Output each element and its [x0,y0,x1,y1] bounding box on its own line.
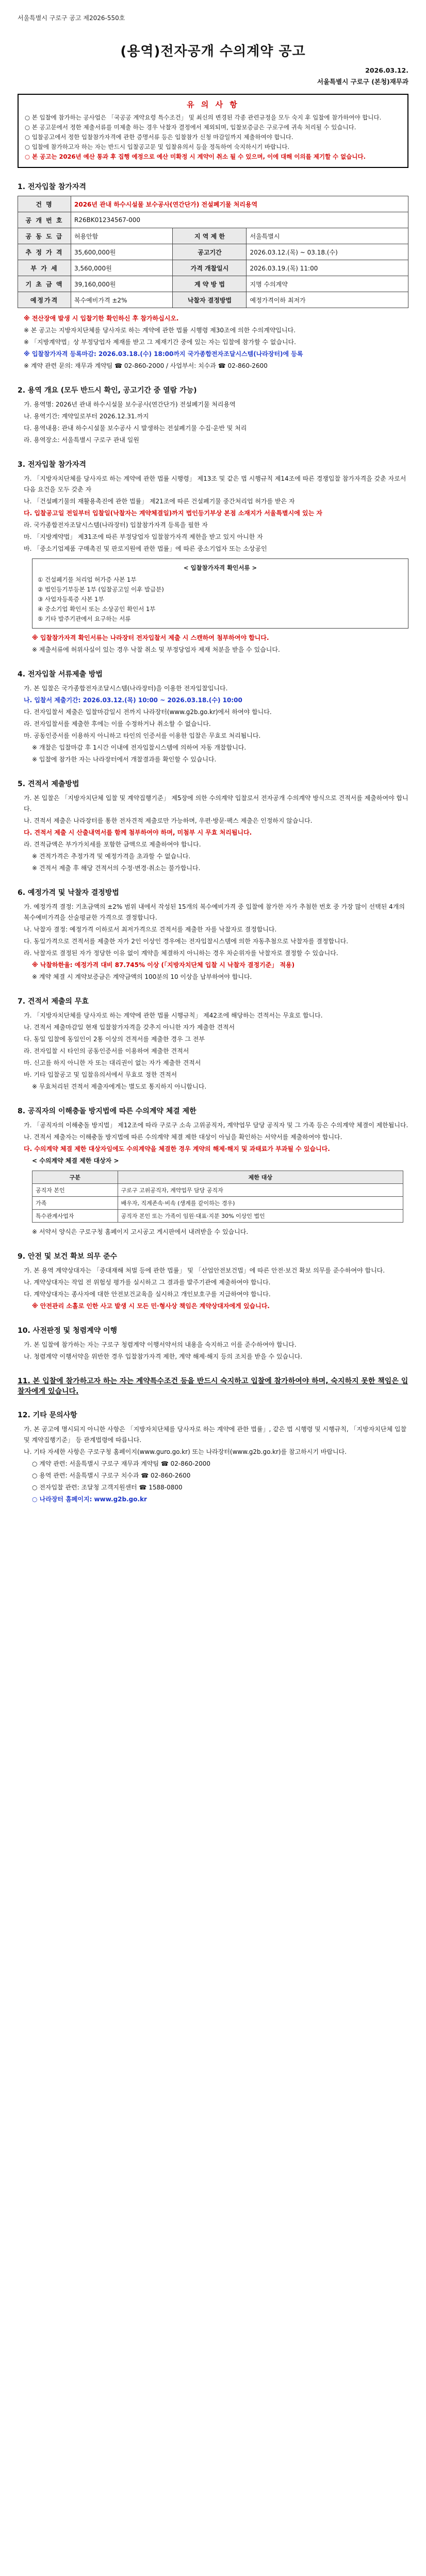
table-header: 제한 대상 [118,1171,403,1184]
section-note: ※ 제출서류에 허위사실이 있는 경우 낙찰 취소 및 부정당업자 제재 처분을 받을 수 있습니다. [32,646,280,653]
section-note: ※ 입찰참가자격 확인서류는 나라장터 전자입찰서 제출 시 스캔하여 첨부하여야 합니다. [32,634,269,641]
section-line: 가. 「지방자치단체를 당사자로 하는 계약에 관한 법률 시행규칙」 제42조에 해당하는 견적서는 무효로 합니다. [24,1012,323,1019]
box-title: < 입찰참가자격 확인서류 > [183,564,257,571]
contact-line: ○ 용역 관련: 서울특별시 구로구 치수과 ☎ 02-860-2600 [32,1472,191,1479]
section-note: ※ 견적서 제출 후 해당 견적서의 수정·변경·취소는 불가합니다. [32,865,201,872]
caution-item: ○ 본 공고문에서 정한 제출서류를 미제출 하는 경우 낙찰자 결정에서 제외되며, 입찰보증금은 구로구에 귀속 처리될 수 있습니다. [25,124,356,131]
notice-meta [18,65,408,88]
contact-line: ○ 나라장터 홈페이지: www.g2b.go.kr [32,1496,147,1503]
section-line: 가. 본 입찰은 「지방자치단체 입찰 및 계약집행기준」 제5장에 의한 수의계약 입찰로서 전자공개 수의계약 방식으로 견적서를 제출하여야 합니다. [24,794,408,812]
row-key: 예정가격 [18,292,71,308]
section-line: 라. 용역장소: 서울특별시 구로구 관내 일원 [24,436,139,444]
table-row [32,1171,403,1184]
box-line: ⑤ 기타 발주기관에서 요구하는 서류 [38,615,131,622]
table-row [18,244,408,260]
table-row [18,292,408,308]
section-line: 가. 「공직자의 이해충돌 방지법」 제12조에 따라 구로구 소속 고위공직자, 계약업무 담당 공직자 및 그 가족 등은 수의계약 체결이 제한됩니다. [24,1122,408,1129]
notice-line: ※ 계약 관련 문의: 재무과 계약팀 ☎ 02-860-2000 / 사업부서: 치수과 ☎ 02-860-2600 [24,362,268,369]
table-row [32,1184,403,1197]
section-note: ※ 무효처리된 견적서 제출자에게는 별도로 통지하지 아니합니다. [32,1083,207,1090]
section-line: 나. 견적서 제출자는 이해충돌 방지법에 따른 수의계약 체결 제한 대상이 아님을 확인하는 서약서를 제출하여야 합니다. [24,1133,342,1141]
section-line: 가. 본 용역 계약상대자는 「중대재해 처벌 등에 관한 법률」 및 「산업안전보건법」에 따른 안전·보건 확보 의무를 준수하여야 합니다. [24,1267,385,1274]
section-line: 나. 기타 자세한 사항은 구로구청 홈페이지(www.guro.go.kr) 또는 나라장터(www.g2b.go.kr)를 참고하시기 바랍니다. [24,1448,347,1455]
table-row [32,1210,403,1223]
row-key: 지 역 제 한 [173,228,247,244]
row-value: 복수예비가격 ±2% [71,292,173,308]
section-line: 가. 예정가격 결정: 기초금액의 ±2% 범위 내에서 작성된 15개의 복수예비가격 중 입찰에 참가한 자가 추첨한 번호 중 가장 많이 선택된 4개의 복수예비가격을 산술평균한 가격으로 결정합니다. [24,903,405,921]
caution-item: ○ 입찰공고에서 정한 입찰참가자격에 관한 증명서류 등은 입찰참가 신청 마감일까지 제출하여야 합니다. [25,133,293,141]
section-line: 다. 계약상대자는 종사자에 대한 안전보건교육을 실시하고 개인보호구를 지급하여야 합니다. [24,1291,271,1298]
table-row [18,196,408,212]
table-row [18,260,408,276]
table-cell: 구로구 고위공직자, 계약업무 담당 공직자 [118,1184,403,1197]
table-cell: 공직자 본인 [32,1184,118,1197]
row-key: 계 약 방 법 [173,276,247,292]
section-line: 가. 용역명: 2026년 관내 하수시설물 보수공사(연간단가) 전설폐기물 처리용역 [24,401,236,408]
section-title: 2. 용역 개요 (모두 반드시 확인, 공고기간 중 열람 가능) [18,386,197,395]
section-line: 다. 용역내용: 관내 하수시설물 보수공사 시 발생하는 전설폐기물 수집·운반 및 처리 [24,425,247,432]
section-line: 라. 전자입찰서를 제출한 후에는 이를 수정하거나 취소할 수 없습니다. [24,720,211,727]
section-line: 다. 전자입찰서 제출은 입찰마감일시 전까지 나라장터(www.g2b.go.kr)에서 하여야 합니다. [24,708,272,716]
box-line: ④ 중소기업 확인서 또는 소상공인 확인서 1부 [38,605,156,613]
table-cell: 공직자 본인 또는 가족이 임원·대표·지분 30% 이상인 법인 [118,1210,403,1223]
row-value: 3,560,000원 [71,260,173,276]
table-row [18,212,408,228]
row-key: 추 정 가 격 [18,244,71,260]
required-docs-box [32,558,408,629]
row-value: R26BK01234567-000 [71,212,408,228]
section-title: 6. 예정가격 및 낙찰자 결정방법 [18,889,119,897]
row-key: 공 동 도 급 [18,228,71,244]
row-value: 서울특별시 [247,228,408,244]
table-title: < 수의계약 체결 제한 대상자 > [32,1157,119,1164]
row-key: 건 명 [18,196,71,212]
section-title: 5. 견적서 제출방법 [18,780,79,788]
table-cell: 특수관계사업자 [32,1210,118,1223]
section-line: 바. 기타 입찰공고 및 입찰유의서에서 무효로 정한 견적서 [24,1071,177,1078]
row-key: 기 초 금 액 [18,276,71,292]
notice-line: ※ 입찰참가자격 등록마감: 2026.03.18.(수) 18:00까지 국가종합전자조달시스템(나라장터)에 등록 [24,350,303,358]
section-line: 마. 「지방계약법」 제31조에 따른 부정당업자 입찰참가자격 제한을 받고 있지 아니한 자 [24,533,263,540]
caution-title: 유 의 사 항 [187,100,239,109]
notice-line: ※ 본 공고는 지방자치단체를 당사자로 하는 계약에 관한 법률 시행령 제30조에 의한 수의계약입니다. [24,327,296,334]
section-note: ※ 낙찰하한율: 예정가격 대비 87.745% 이상 (「지방자치단체 입찰 시 낙찰자 결정기준」 적용) [32,961,295,969]
section-line: 다. 수의계약 체결 제한 대상자임에도 수의계약을 체결한 경우 계약의 해제·해지 및 과태료가 부과될 수 있습니다. [24,1145,330,1153]
row-key: 가격 개찰일시 [173,260,247,276]
caution-item: ○ 본 입찰에 참가하는 공사업은 「국공공 계약요령 특수조건」 및 최신의 변경된 각종 관련규정을 모두 숙지 후 입찰에 참가하여야 합니다. [25,114,382,121]
section-line: 나. 입찰서 제출기간: 2026.03.12.(목) 10:00 ~ 2026.03.18.(수) 10:00 [24,697,242,704]
section-line: 나. 청렴계약 이행서약을 위반한 경우 입찰참가자격 제한, 계약 해제·해지 등의 조치를 받을 수 있습니다. [24,1353,303,1360]
section-line: 라. 국가종합전자조달시스템(나라장터) 입찰참가자격 등록을 필한 자 [24,521,208,529]
section-line: 바. 「중소기업제품 구매촉진 및 판로지원에 관한 법률」에 따른 중소기업자 또는 소상공인 [24,545,267,552]
row-key: 낙찰자 결정방법 [173,292,247,308]
section-line: 라. 낙찰자로 결정된 자가 정당한 이유 없이 계약을 체결하지 아니하는 경우 차순위자를 낙찰자로 결정할 수 있습니다. [24,950,338,957]
table-cell: 배우자, 직계존속·비속 (생계를 같이하는 경우) [118,1197,403,1210]
section-note: ※ 견적가격은 추정가격 및 예정가격을 초과할 수 없습니다. [32,853,191,860]
table-header: 구분 [32,1171,118,1184]
section-note: ※ 서약서 양식은 구로구청 홈페이지 고시공고 게시판에서 내려받을 수 있습니다. [32,1228,249,1235]
section-title: 12. 기타 문의사항 [18,1411,77,1419]
section-line: 나. 견적서 제출마감일 현재 입찰참가자격을 갖추지 아니한 자가 제출한 견적서 [24,1024,235,1031]
row-key: 공 개 번 호 [18,212,71,228]
section-line: 마. 공동인증서를 이용하지 아니하고 타인의 인증서를 이용한 입찰은 무효로 처리됩니다. [24,732,261,739]
section-line: 다. 동일 입찰에 동일인이 2통 이상의 견적서를 제출한 경우 그 전부 [24,1036,205,1043]
section-line: 라. 전자입찰 시 타인의 공동인증서를 이용하여 제출한 견적서 [24,1047,189,1055]
section-line: 나. 용역기간: 계약일로부터 2026.12.31.까지 [24,413,149,420]
row-value: 2026년 관내 하수시설물 보수공사(연간단가) 전설폐기물 처리용역 [71,196,408,212]
row-value: 예정가격이하 최저가 [247,292,408,308]
doc-number: 서울특별시 구로구 공고 제2026-550호 [18,14,125,22]
notice-line: ※ 전산장애 발생 시 입찰기한 확인하신 후 참가하십시오. [24,315,179,322]
contact-line: ○ 계약 관련: 서울특별시 구로구 재무과 계약팀 ☎ 02-860-2000 [32,1460,211,1467]
table-row [18,228,408,244]
table-cell: 가족 [32,1197,118,1210]
section-line: 다. 입찰공고일 전일부터 입찰일(낙찰자는 계약체결일)까지 법인등기부상 본점 소재지가 서울특별시에 있는 자 [24,510,322,517]
caution-item: ○ 본 공고는 2026년 예산 통과 후 집행 예정으로 예산 미확정 시 계약이 취소 될 수 있으며, 이에 대해 이의를 제기할 수 없습니다. [25,153,366,160]
section-line: 나. 「건설폐기물의 재활용촉진에 관한 법률」 제21조에 따른 건설폐기물 중간처리업 허가를 받은 자 [24,498,295,505]
notice-line: ※ 「지방계약법」상 부정당업자 제재를 받고 그 제재기간 중에 있는 자는 입찰에 참가할 수 없습니다. [24,338,296,346]
table-row [18,276,408,292]
section-title: 3. 전자입찰 참가자격 [18,461,86,469]
section-title: 1. 전자입찰 참가자격 [18,183,86,191]
section-title: 4. 전자입찰 서류제출 방법 [18,670,103,679]
box-line: ③ 사업자등록증 사본 1부 [38,596,104,603]
row-value: 35,600,000원 [71,244,173,260]
section-note: ※ 입찰에 참가한 자는 나라장터에서 개찰결과를 확인할 수 있습니다. [32,756,217,763]
section-line: 나. 견적서 제출은 나라장터를 통한 전자견적 제출로만 가능하며, 우편·방문·팩스 제출은 인정하지 않습니다. [24,817,313,824]
section-line: 라. 견적금액은 부가가치세를 포함한 금액으로 제출하여야 합니다. [24,841,201,848]
section-title: 10. 사전판정 및 청렴계약 이행 [18,1327,118,1335]
section-note: ※ 계약 체결 시 계약보증금은 계약금액의 100분의 10 이상을 납부하여야 합니다. [32,973,252,980]
section-line: 가. 본 입찰에 참가하는 자는 구로구 청렴계약 이행서약서의 내용을 숙지하고 이를 준수하여야 합니다. [24,1341,297,1348]
box-line: ① 건설폐기물 처리업 허가증 사본 1부 [38,576,137,583]
row-value: 허용안함 [71,228,173,244]
section-note: ※ 개찰은 입찰마감 후 1시간 이내에 전자입찰시스템에 의하여 자동 개찰합니다. [32,744,247,751]
row-key: 부 가 세 [18,260,71,276]
section-title: 7. 견적서 제출의 무효 [18,997,89,1006]
contact-line: ○ 전자입찰 관련: 조달청 고객지원센터 ☎ 1588-0800 [32,1484,183,1491]
section-line: 가. 본 공고에 명시되지 아니한 사항은 「지방자치단체를 당사자로 하는 계약에 관한 법률」, 같은 법 시행령 및 시행규칙, 「지방자치단체 입찰 및 계약집행기준」 등 관계법령에 따릅니다. [24,1426,407,1444]
section-line: 나. 낙찰자 결정: 예정가격 이하로서 최저가격으로 견적서를 제출한 자를 낙찰자로 결정합니다. [24,926,277,933]
row-value: 지명 수의계약 [247,276,408,292]
page-title: (용역)전자공개 수의계약 공고 [120,44,306,59]
section-line: 다. 견적서 제출 시 산출내역서를 함께 첨부하여야 하며, 미첨부 시 무효 처리됩니다. [24,829,252,836]
issuer: 서울특별시 구로구 (본청)재무과 [317,78,408,86]
row-value: 2026.03.19.(목) 11:00 [247,260,408,276]
section-line: 가. 「지방자치단체를 당사자로 하는 계약에 관한 법률 시행령」 제13조 및 같은 법 시행규칙 제14조에 따른 경쟁입찰 참가자격을 갖춘 자로서 다음 요건을 모두 갖춘 자 [24,475,406,493]
section-line: 다. 동일가격으로 견적서를 제출한 자가 2인 이상인 경우에는 전자입찰시스템에 의한 자동추첨으로 낙찰자를 결정합니다. [24,938,349,945]
section-line: 나. 계약상대자는 작업 전 위험성 평가를 실시하고 그 결과를 발주기관에 제출하여야 합니다. [24,1279,271,1286]
row-value: 39,160,000원 [71,276,173,292]
notice-date: 2026.03.12. [365,66,408,74]
section-line: 가. 본 입찰은 국가종합전자조달시스템(나라장터)을 이용한 전자입찰입니다. [24,685,228,692]
section-note: ※ 안전관리 소홀로 인한 사고 발생 시 모든 민·형사상 책임은 계약상대자에게 있습니다. [32,1302,270,1310]
table-row [32,1197,403,1210]
box-line: ② 법인등기부등본 1부 (입찰공고일 이후 발급분) [38,586,164,593]
row-value: 2026.03.12.(목) ~ 03.18.(수) [247,244,408,260]
caution-item: ○ 입찰에 참가하고자 하는 자는 반드시 입찰공고문 및 입찰유의서 등을 정독하여 숙지하시기 바랍니다. [25,143,290,150]
row-key: 공고기간 [173,244,247,260]
section-line: 마. 신고를 하지 아니한 자 또는 대리권이 없는 자가 제출한 견적서 [24,1059,201,1066]
section-title: 8. 공직자의 이해충돌 방지법에 따른 수의계약 체결 제한 [18,1107,196,1115]
section-title: 9. 안전 및 보건 확보 의무 준수 [18,1252,118,1261]
info-table [18,196,408,308]
restriction-table [32,1171,403,1223]
caution-box [18,94,408,168]
section-title: 11. 본 입찰에 참가하고자 하는 자는 계약특수조건 등을 반드시 숙지하고 입찰에 참가하여야 하며, 숙지하지 못한 책임은 입찰자에게 있습니다. [18,1377,408,1396]
